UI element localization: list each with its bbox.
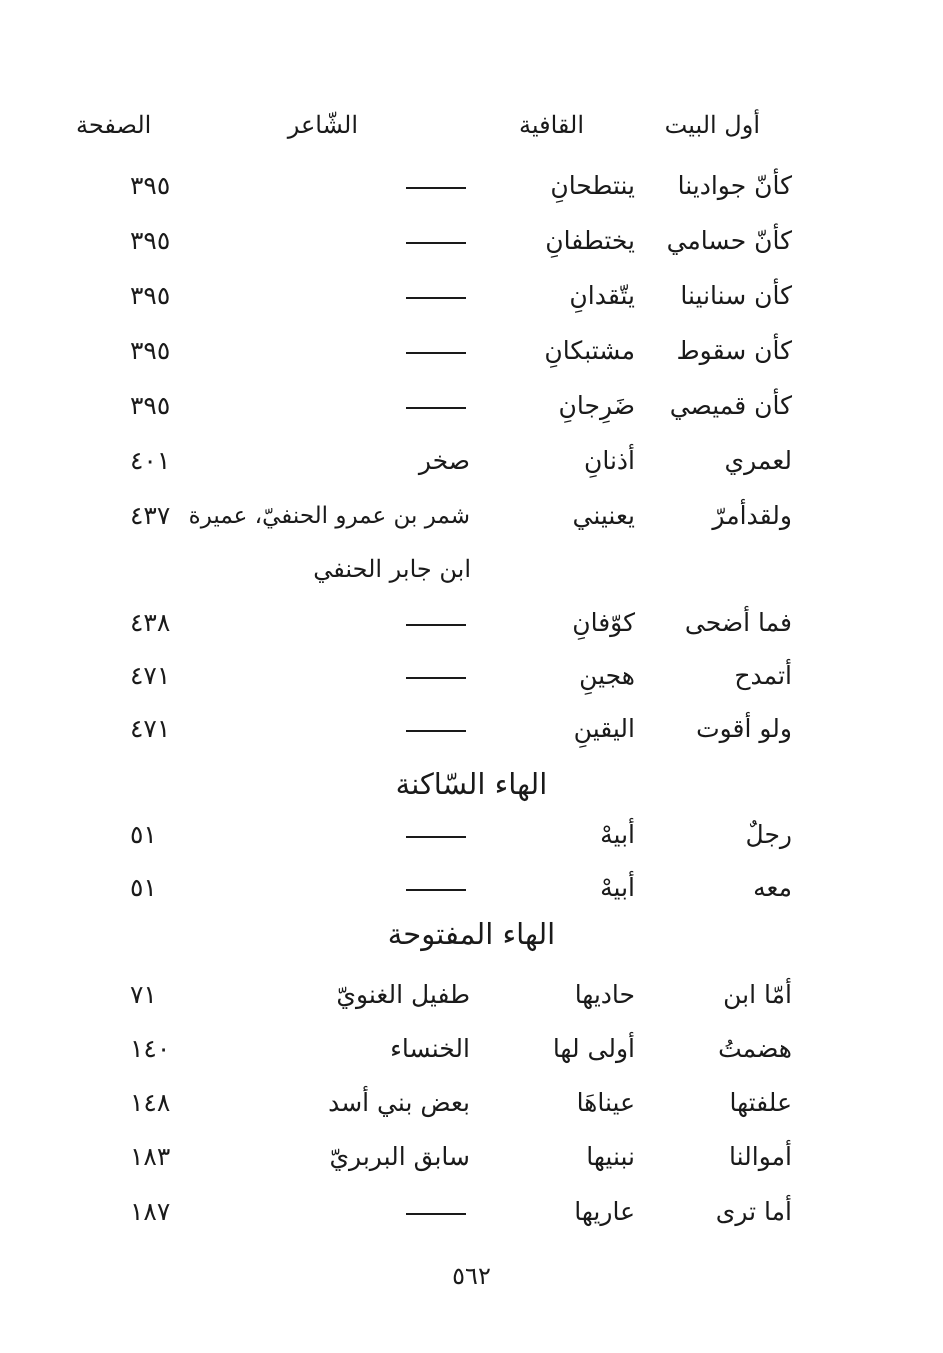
table-row: [60, 709, 820, 749]
rhyme: مشتبكانِ: [544, 336, 635, 365]
page-ref: ٣٩٥: [130, 336, 171, 365]
rhyme: أبيهْ: [600, 820, 635, 849]
first-verse: أما ترى: [715, 1197, 792, 1226]
first-verse: كأن سقوط: [676, 336, 792, 365]
table-row: [60, 975, 820, 1015]
poet-unknown-dash: [406, 1213, 466, 1215]
table-row: [60, 441, 820, 481]
first-verse: أتمدح: [734, 661, 792, 690]
first-verse: كأن قميصي: [669, 391, 792, 420]
poet-unknown-dash: [406, 407, 466, 409]
first-verse: ولو أقوت: [696, 714, 792, 743]
rhyme: يعنيني: [572, 501, 635, 530]
rhyme: يختطفانِ: [545, 226, 635, 255]
table-row: [60, 331, 820, 371]
table-row: [60, 656, 820, 696]
page-ref: ٤٧١: [130, 661, 171, 690]
page-ref: ٥١: [130, 820, 157, 849]
rhyme: حاديها: [574, 980, 635, 1009]
table-row: [60, 603, 820, 643]
poet-unknown-dash: [406, 187, 466, 189]
rhyme: عاريها: [574, 1197, 635, 1226]
poet-unknown-dash: [406, 677, 466, 679]
page-ref: ١٤٨: [130, 1088, 171, 1117]
table-row: [60, 1192, 820, 1232]
header-poet: الشّاعر: [287, 111, 358, 139]
page-ref: ٤٠١: [130, 446, 171, 475]
table-row: [60, 496, 820, 536]
rhyme: عيناهَا: [576, 1088, 635, 1117]
first-verse: علفتها: [729, 1088, 792, 1117]
poet-unknown-dash: [406, 836, 466, 838]
page-ref: ١٤٠: [130, 1034, 171, 1063]
table-row: [60, 1029, 820, 1069]
first-verse: هضمتُ: [718, 1034, 792, 1063]
rhyme: كوّفانِ: [572, 608, 635, 637]
poet-unknown-dash: [406, 242, 466, 244]
table-header: [60, 105, 820, 145]
rhyme: أذنانِ: [583, 446, 635, 475]
rhyme: اليقينِ: [573, 714, 635, 743]
table-row: [60, 386, 820, 426]
page-number: ٥٦٢: [452, 1262, 491, 1290]
poet-unknown-dash: [406, 352, 466, 354]
rhyme: أبيهْ: [600, 873, 635, 902]
poet-unknown-dash: [406, 889, 466, 891]
first-verse: كأنّ جوادينا: [677, 171, 792, 200]
table-row: [60, 1137, 820, 1177]
header-rhyme: القافية: [518, 111, 584, 139]
first-verse: فما أضحى: [684, 608, 792, 637]
poet-continuation: ابن جابر الحنفي: [313, 555, 471, 583]
poet-unknown-dash: [406, 730, 466, 732]
poet: الخنساء: [390, 1034, 470, 1063]
table-row: [60, 166, 820, 206]
page-ref: ٧١: [130, 980, 157, 1009]
section-heading-ha-maftuha: الهاء المفتوحة: [387, 917, 556, 951]
table-row: [60, 276, 820, 316]
page-ref: ٣٩٥: [130, 281, 171, 310]
page-ref: ١٨٣: [130, 1142, 171, 1171]
rhyme: نبنيها: [586, 1142, 635, 1171]
page-ref: ٣٩٥: [130, 391, 171, 420]
table-row: [60, 868, 820, 908]
page-ref: ٥١: [130, 873, 157, 902]
page-ref: ٤٧١: [130, 714, 171, 743]
poet: شمر بن عمرو الحنفيّ، عميرة: [188, 503, 470, 529]
poet: بعض بني أسد: [328, 1088, 470, 1117]
poet: سابق البربريّ: [329, 1142, 470, 1171]
first-verse: معه: [753, 873, 792, 902]
first-verse: لعمري: [724, 446, 792, 475]
section-heading-ha-sakina: الهاء السّاكنة: [395, 767, 548, 801]
rhyme: ضَرِجانِ: [558, 391, 635, 420]
page-ref: ١٨٧: [130, 1197, 171, 1226]
first-verse: أمّا ابن: [723, 980, 792, 1009]
header-page: الصفحة: [76, 111, 152, 139]
first-verse: رجلٌ: [745, 820, 792, 849]
rhyme: ينتطحانِ: [550, 171, 635, 200]
rhyme: يتّقدانِ: [569, 281, 635, 310]
rhyme: أولى لها: [552, 1034, 635, 1063]
table-row: [60, 815, 820, 855]
first-verse: ولقدأمرّ: [712, 501, 792, 530]
page-ref: ٣٩٥: [130, 171, 171, 200]
page-ref: ٤٣٨: [130, 608, 171, 637]
page-ref: ٤٣٧: [130, 501, 171, 530]
first-verse: كأنّ حسامي: [666, 226, 792, 255]
first-verse: أموالنا: [729, 1142, 792, 1171]
poet: صخر: [418, 446, 470, 475]
poet: طفيل الغنويّ: [336, 980, 470, 1009]
first-verse: كأن سنانينا: [680, 281, 792, 310]
rhyme: هجينِ: [579, 661, 635, 690]
poet-unknown-dash: [406, 297, 466, 299]
poet-unknown-dash: [406, 624, 466, 626]
header-first-verse: أول البيت: [664, 111, 760, 139]
table-row: [60, 221, 820, 261]
table-row: [60, 1083, 820, 1123]
page-ref: ٣٩٥: [130, 226, 171, 255]
